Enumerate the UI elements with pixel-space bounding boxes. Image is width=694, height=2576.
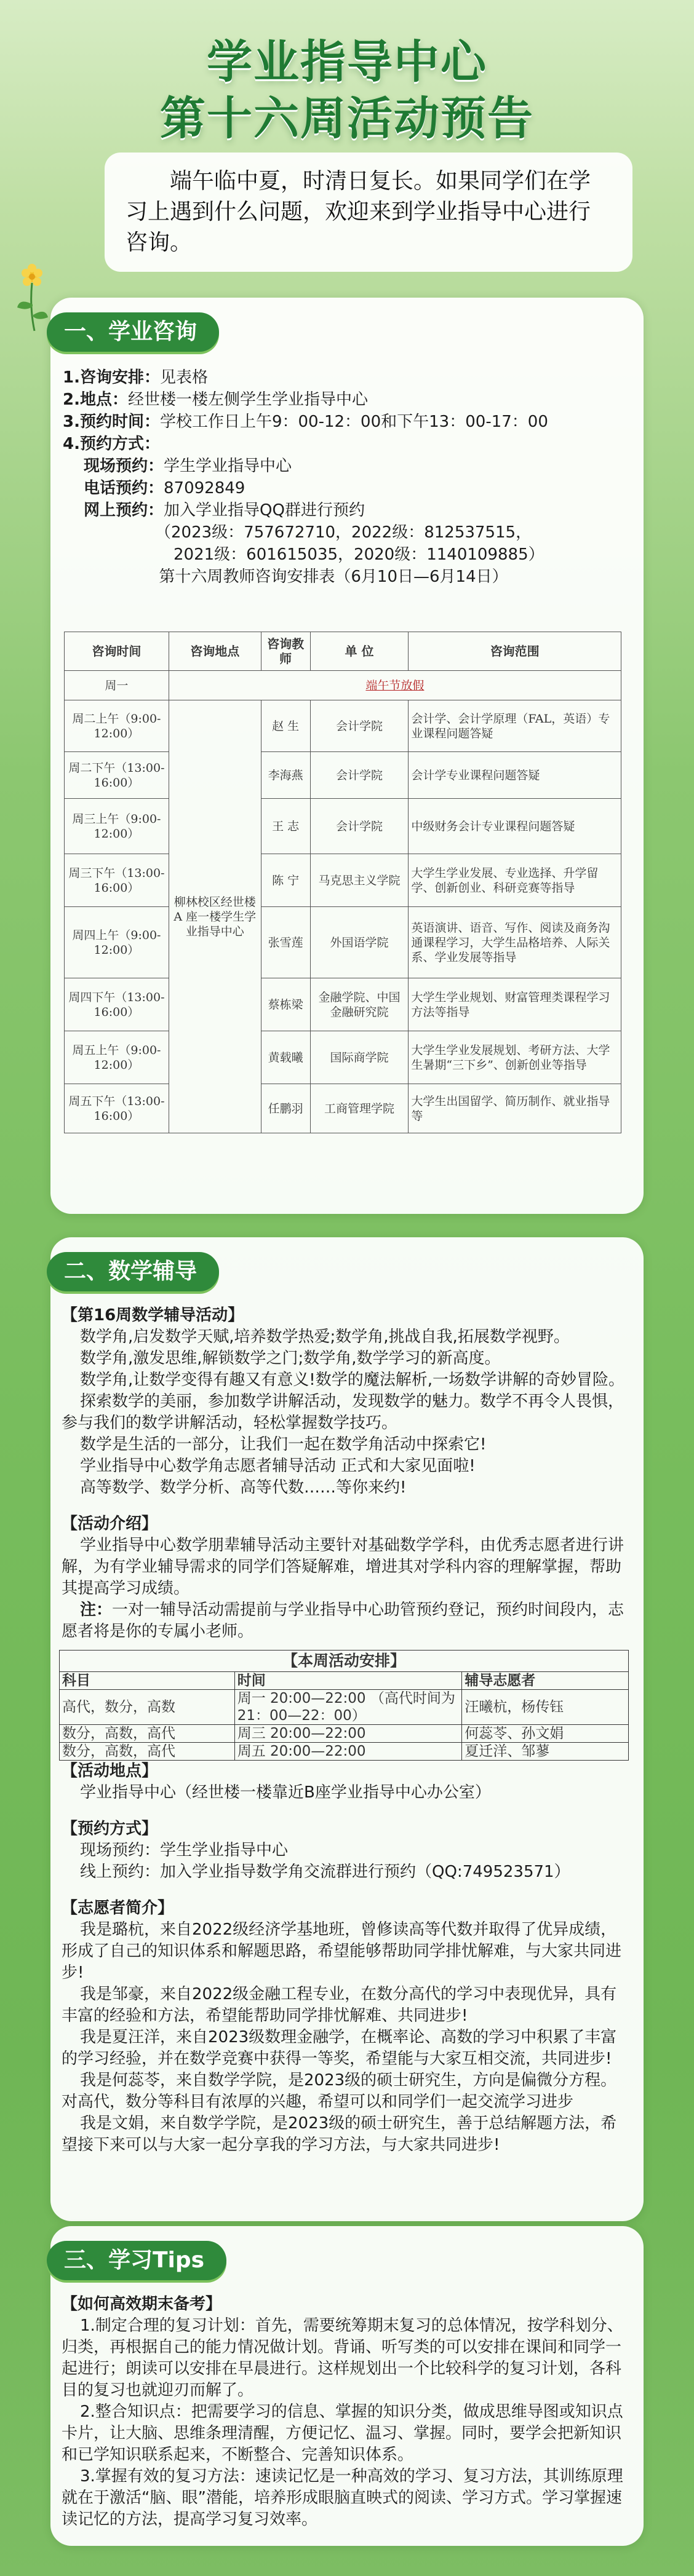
section-heading-consult: 一、学业咨询 [47, 312, 219, 352]
page-title [0, 34, 694, 147]
unit-cell: 会计学院 [310, 700, 409, 752]
teacher-cell: 黄载曦 [261, 1031, 310, 1084]
note-para: 注：一对一辅导活动需提前与学业指导中心助管预约登记，预约时间段内，志愿者将是你的专属小老师。 [62, 1601, 624, 1641]
section-math-card [50, 1237, 644, 2221]
table-caption: 【本周活动安排】 [60, 1651, 629, 1672]
volunteer-cell: 何蕊苓、孙文娟 [462, 1725, 629, 1743]
qq-line-2: 2021级：601615035，2020级：1140109885） [174, 545, 544, 564]
time-cell: 周五 20:00—22:00 [234, 1743, 462, 1761]
subject-cell: 高代，数分，高数 [60, 1690, 235, 1725]
time-cell: 周四上午（9:00-12:00） [65, 907, 169, 978]
teacher-cell: 任鹏羽 [261, 1084, 310, 1133]
scope-cell: 会计学专业课程问题答疑 [409, 752, 621, 799]
scope-cell: 大学生学业规划、财富管理类课程学习方法等指导 [409, 978, 621, 1031]
teacher-cell: 蔡栋梁 [261, 978, 310, 1031]
intro-title: 【活动介绍】 [62, 1515, 158, 1533]
time-cell: 周五上午（9:00-12:00） [65, 1031, 169, 1084]
tips-para: 1.制定合理的复习计划：首先，需要统筹期末复习的总体情况，按学科划分、归类，再根据自己的能力情况做计划。背诵、听写类的可以安排在课间和同学一起进行；朗读可以安排在早晨进行。这样规划出一个比较科学的复习计划，各科目的复习也就迎刃而解了。 [62, 2316, 623, 2400]
location-cell: 柳林校区经世楼 A 座一楼学生学业指导中心 [169, 700, 261, 1133]
volunteer-para: 我是邹豪，来自2022级金融工程专业，在数分高代的学习中表现优异，具有丰富的经验和方法，希望能帮助同学排忧解难、共同进步! [62, 1985, 617, 2025]
book-title: 【预约方式】 [62, 1820, 158, 1838]
volunteer-para: 我是夏汪洋，来自2023级数理金融学，在概率论、高数的学习中积累了丰富的学习经验，并在数学竞赛中获得一等奖，希望能与大家互相交流，共同进步! [62, 2028, 617, 2068]
unit-cell: 国际商学院 [310, 1031, 409, 1084]
method-line: 网上预约：加入学业指导QQ群进行预约 [84, 501, 365, 520]
scope-cell: 中级财务会计专业课程问题答疑 [409, 799, 621, 854]
subject-cell: 数分，高数，高代 [60, 1743, 235, 1761]
time-cell: 周二下午（13:00-16:00） [65, 752, 169, 799]
table-row [60, 1690, 629, 1725]
time-cell: 周五下午（13:00-16:00） [65, 1084, 169, 1133]
time-cell: 周三下午（13:00-16:00） [65, 854, 169, 907]
scope-cell: 大学生学业发展、专业选择、升学留学、创新创业、科研竞赛等指导 [409, 854, 621, 907]
volunteer-para: 我是文娟，来自数学学院，是2023级的硕士研究生，善于总结解题方法，希望接下来可以与大家一起分享我的学习方法，与大家共同进步! [62, 2114, 617, 2154]
holiday-cell: 端午节放假 [169, 671, 621, 700]
tips-para: 2.整合知识点：把需要学习的信息、掌握的知识分类，做成思维导图或知识点卡片，让大脑、思维条理清醒，方便记忆、温习、掌握。同时，要学会把新知识和已学知识联系起来，不断整合、完善知识体系。 [62, 2403, 623, 2464]
activity-para: 高等数学、数学分析、高等代数……等你来约! [80, 1478, 407, 1497]
title-line-2: 第十六周活动预告 [160, 92, 534, 145]
method-line: 现场预约：学生学业指导中心 [84, 457, 292, 475]
time-cell: 周三 20:00—22:00 [234, 1725, 462, 1743]
section-tips-card [50, 2226, 644, 2546]
book-line: 现场预约：学生学业指导中心 [80, 1841, 289, 1860]
table-row [65, 700, 621, 752]
section-consult-card [50, 298, 644, 1214]
table-row [65, 1084, 621, 1133]
scope-cell: 大学生学业发展规划、考研方法、大学生暑期“三下乡”、创新创业等指导 [409, 1031, 621, 1084]
volunteer-title: 【志愿者简介】 [62, 1899, 174, 1917]
unit-cell: 会计学院 [310, 799, 409, 854]
table-row [60, 1725, 629, 1743]
header-cell: 科目 [60, 1672, 235, 1690]
header-cell: 咨询范围 [409, 632, 621, 671]
section-heading-tips: 三、学习Tips [47, 2241, 226, 2280]
volunteer-cell: 汪曦杭，杨传钰 [462, 1690, 629, 1725]
activity-para: 探索数学的美丽，参加数学讲解活动，发现数学的魅力。数学不再令人畏惧，参与我们的数学讲解活动，轻松掌握数学技巧。 [62, 1392, 624, 1432]
teacher-cell: 王 志 [261, 799, 310, 854]
consult-schedule-table [64, 632, 621, 1133]
time-cell: 周二上午（9:00-12:00） [65, 700, 169, 752]
activity-para: 数学角,让数学变得有趣又有意义!数学的魔法解析,一场数学讲解的奇妙冒险。 [80, 1371, 624, 1389]
time-cell: 周三上午（9:00-12:00） [65, 799, 169, 854]
unit-cell: 金融学院、中国金融研究院 [310, 978, 409, 1031]
volunteer-para: 我是璐杭，来自2022级经济学基地班，曾修读高等代数并取得了优异成绩，形成了自己的知识体系和解题思路，希望能够帮助同学排忧解难，与大家共同进步! [62, 1920, 622, 1982]
header-cell: 单 位 [310, 632, 409, 671]
intro-para: 学业指导中心数学朋辈辅导活动主要针对基础数学学科，由优秀志愿者进行讲解，为有学业辅导需求的同学们答疑解难，增进其对学科内容的理解掌握，帮助其提高学习成绩。 [62, 1536, 624, 1598]
title-line-1: 学业指导中心 [207, 36, 487, 89]
tips-title: 【如何高效期末备考】 [62, 2295, 222, 2313]
qq-line-1: （2023级：757672710，2022级：812537515， [155, 523, 532, 542]
section-heading-math: 二、数学辅导 [47, 1252, 219, 1291]
method-line: 电话预约：87092849 [84, 479, 245, 497]
scope-cell: 大学生出国留学、简历制作、就业指导等 [409, 1084, 621, 1133]
table-row [65, 799, 621, 854]
table-row [65, 907, 621, 978]
header-cell: 咨询地点 [169, 632, 261, 671]
volunteer-para: 我是何蕊苓，来自数学学院，是2023级的硕士研究生，方向是偏微分方程。对高代，数分等科目有浓厚的兴趣，希望可以和同学们一起交流学习进步 [62, 2071, 617, 2111]
activity-para: 数学角,激发思维,解锁数学之门;数学角,数学学习的新高度。 [80, 1349, 501, 1368]
teacher-cell: 赵 生 [261, 700, 310, 752]
table-row [65, 854, 621, 907]
time-cell: 周四下午（13:00-16:00） [65, 978, 169, 1031]
header-cell: 辅导志愿者 [462, 1672, 629, 1690]
teacher-cell: 陈 宁 [261, 854, 310, 907]
info-line: 2.地点：经世楼一楼左侧学生学业指导中心 [63, 390, 368, 409]
unit-cell: 外国语学院 [310, 907, 409, 978]
teacher-cell: 李海燕 [261, 752, 310, 799]
volunteer-cell: 夏迁洋、邹蓼 [462, 1743, 629, 1761]
table-row [65, 1031, 621, 1084]
info-line: 4.预约方式： [63, 435, 160, 453]
activity-para: 数学是生活的一部分，让我们一起在数学角活动中探索它! [80, 1435, 487, 1454]
intro-text: 端午临中夏，时清日复长。如果同学们在学习上遇到什么问题，欢迎来到学业指导中心进行咨询。 [126, 168, 591, 255]
activity-title: 【第16周数学辅导活动】 [62, 1306, 244, 1325]
scope-cell: 英语演讲、语音、写作、阅读及商务沟通课程学习，大学生品格培养、人际关系、学业发展等指导 [409, 907, 621, 978]
time-cell: 周一 [65, 671, 169, 700]
unit-cell: 工商管理学院 [310, 1084, 409, 1133]
scope-cell: 会计学、会计学原理（FAL，英语）专业课程问题答疑 [409, 700, 621, 752]
unit-cell: 会计学院 [310, 752, 409, 799]
table-title: 第十六周教师咨询安排表（6月10日—6月14日） [159, 568, 508, 586]
table-row [65, 752, 621, 799]
info-line: 3.预约时间：学校工作日上午9：00-12：00和下午13：00-17：00 [63, 413, 548, 431]
place-title: 【活动地点】 [62, 1762, 158, 1780]
place-text: 学业指导中心（经世楼一楼靠近B座学业指导中心办公室） [80, 1783, 491, 1802]
unit-cell: 马克思主义学院 [310, 854, 409, 907]
header-cell: 咨询教师 [261, 632, 310, 671]
teacher-cell: 张雪莲 [261, 907, 310, 978]
time-cell: 周一 20:00—22:00 （高代时间为 21：00—22：00） [234, 1690, 462, 1725]
intro-box [105, 153, 632, 272]
flower-icon [14, 258, 50, 332]
consult-info [63, 367, 629, 588]
activity-para: 数学角,启发数学天赋,培养数学热爱;数学角,挑战自我,拓展数学视野。 [80, 1328, 570, 1346]
table-row [65, 978, 621, 1031]
subject-cell: 数分，高数，高代 [60, 1725, 235, 1743]
header-cell: 咨询时间 [65, 632, 169, 671]
info-line: 1.咨询安排：见表格 [63, 368, 208, 387]
table-header-row [60, 1672, 629, 1690]
table-row [60, 1743, 629, 1761]
math-content [62, 1305, 630, 2156]
tips-para: 3.掌握有效的复习方法：速读记忆是一种高效的学习、复习方法，其训练原理就在于激活“脑、眼”潜能，培养形成眼脑直映式的阅读、学习方式。学习掌握速读记忆的方法，提高学习复习效率。 [62, 2467, 623, 2529]
table-row [65, 671, 621, 700]
header-cell: 时间 [234, 1672, 462, 1690]
math-schedule-table [59, 1650, 629, 1761]
table-header-row [65, 632, 621, 671]
tips-content [62, 2294, 630, 2530]
activity-para: 学业指导中心数学角志愿者辅导活动 正式和大家见面啦! [80, 1457, 476, 1475]
book-line: 线上预约：加入学业指导数学角交流群进行预约（QQ:749523571） [80, 1863, 570, 1881]
